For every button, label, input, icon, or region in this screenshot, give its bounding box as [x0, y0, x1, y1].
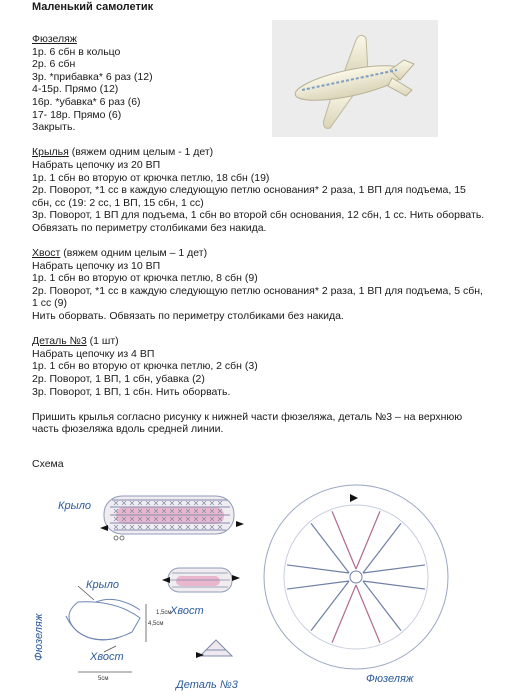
part3-row: 1р. 1 сбн во вторую от крючка петлю, 2 сбн (3): [32, 360, 258, 373]
wings-row: 2р. Поворот, *1 сс в каждую следующую петлю основания* 2 раза, 1 ВП для подъема, 15 сбн, сс (19: 2 сс, 1 ВП, 15 сбн, 1 сс): [32, 184, 466, 209]
dim-height: 4,5см: [148, 621, 164, 627]
section-tail: [32, 247, 487, 323]
label-part3: Деталь №3: [176, 679, 238, 691]
heading-fuselage: Фюзеляж: [32, 33, 77, 45]
fuselage-row: 4-15р. Прямо (12): [32, 83, 119, 96]
part3-chart: [196, 640, 232, 658]
section-part3: [32, 335, 487, 398]
fuselage-row: 2р. 6 сбн: [32, 58, 76, 71]
wing-chart: [100, 496, 244, 540]
dim-width: 5см: [98, 676, 109, 682]
pattern-text: [32, 33, 487, 436]
wings-note: (вяжем одним целым - 1 дет): [68, 146, 214, 159]
fuselage-row: Закрыть.: [32, 121, 76, 134]
heading-wings: Крылья: [32, 146, 69, 159]
section-wings: [32, 146, 487, 234]
schema-label: Схема: [32, 458, 64, 470]
part3-note: (1 шт): [86, 335, 119, 348]
part3-row: Набрать цепочку из 4 ВП: [32, 347, 155, 360]
crochet-diagram: [20, 476, 510, 698]
tail-note: (вяжем одним целым – 1 дет): [60, 247, 208, 260]
part3-row: 3р. Поворот, 1 ВП, 1 сбн. Нить оборвать.: [32, 385, 231, 398]
page-title: Маленький самолетик: [32, 1, 154, 13]
section-fuselage: [32, 33, 487, 134]
assembly-instructions: Пришить крылья согласно рисунку к нижней части фюзеляжа, деталь №3 – на верхнюю часть фюзеляжа вдоль средней линии.: [32, 410, 463, 436]
wings-row: 3р. Поворот, 1 ВП для подъема, 1 сбн во второй сбн основания, 12 сбн, 1 сс. Нить оборвать.: [32, 209, 485, 222]
tail-row: Нить оборвать. Обвязать по периметру столбиками без накида.: [32, 310, 344, 323]
heading-part3: Деталь №3: [32, 335, 87, 348]
tail-chart: [162, 568, 240, 592]
label-wing: Крыло: [58, 500, 92, 512]
fuselage-row: 1р. 6 сбн в кольцо: [32, 45, 121, 58]
label-fuselage-chart: Фюзеляж: [366, 673, 414, 685]
fuselage-chart: [264, 485, 448, 669]
label-tail-assembly: Хвост: [90, 651, 124, 663]
fuselage-row: 3р. *прибавка* 6 раз (12): [32, 70, 153, 83]
label-wing-assembly: Крыло: [86, 579, 120, 591]
tail-row: 1р. 1 сбн во вторую от крючка петлю, 8 сбн (9): [32, 272, 258, 285]
wings-row: Набрать цепочку из 20 ВП: [32, 158, 161, 171]
tail-row: Набрать цепочку из 10 ВП: [32, 259, 161, 272]
part3-row: 2р. Поворот, 1 ВП, 1 сбн, убавка (2): [32, 373, 205, 386]
label-fuselage-vertical: Фюзеляж: [33, 613, 45, 661]
fuselage-row: 16р. *убавка* 6 раз (6): [32, 95, 141, 108]
wings-row: Обвязать по периметру столбиками без накида.: [32, 221, 267, 234]
dim-small: 1,5см: [156, 610, 172, 616]
label-tail: Хвост: [170, 605, 204, 617]
heading-tail: Хвост: [32, 247, 61, 260]
fuselage-row: 17- 18р. Прямо (6): [32, 108, 122, 121]
tail-row: 2р. Поворот, *1 сс в каждую следующую петлю основания* 2 раза, 1 ВП для подъема, 5 сбн, 1 сс (9): [32, 284, 483, 310]
wings-row: 1р. 1 сбн во вторую от крючка петлю, 18 сбн (19): [32, 171, 270, 184]
